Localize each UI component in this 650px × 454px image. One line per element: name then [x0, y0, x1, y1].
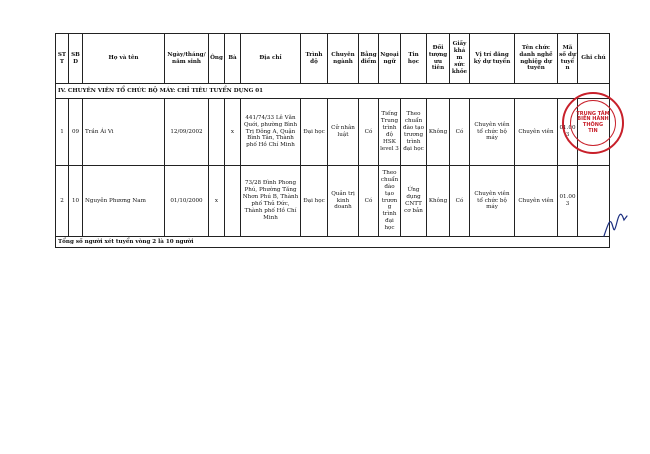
header-note: Ghi chú — [578, 34, 610, 84]
cell-language: Tiếng Trung trình độ HSK level 3 — [379, 99, 401, 166]
cell-priority: Không — [427, 99, 450, 166]
cell-health: Có — [450, 166, 470, 237]
cell-bonus: Có — [359, 99, 379, 166]
header-name: Họ và tên — [83, 34, 165, 84]
stamp-center — [570, 100, 616, 146]
cell-address: 441/74/33 Lê Văn Quới, phường Bình Trị Đông A, Quận Bình Tân, Thành phố Hồ Chí Minh — [241, 99, 301, 166]
cell-female: x — [225, 99, 241, 166]
stamp-line: TIN — [588, 127, 598, 134]
cell-priority: Không — [427, 166, 450, 237]
cell-title: Chuyên viên — [515, 166, 558, 237]
cell-stt: 1 — [56, 99, 69, 166]
header-priority: Đối tượng ưu tiên — [427, 34, 450, 84]
stamp-line: THÔNG — [582, 122, 604, 128]
header-address: Địa chỉ — [241, 34, 301, 84]
cell-dob: 12/09/2002 — [165, 99, 209, 166]
cell-title: Chuyên viên — [515, 99, 558, 166]
header-sbd: SBD — [69, 34, 83, 84]
cell-male — [209, 99, 225, 166]
header-female: Bà — [225, 34, 241, 84]
header-position: Vị trí đăng ký dự tuyển — [470, 34, 515, 84]
header-language: Ngoại ngữ — [379, 34, 401, 84]
cell-position: Chuyên viên tổ chức bộ máy — [470, 166, 515, 237]
header-health: Giấy khám sức khỏe — [450, 34, 470, 84]
summary-text: Tổng số người xét tuyển vòng 2 là 10 người — [56, 237, 610, 248]
section-row — [56, 84, 610, 99]
signature-mark — [600, 210, 630, 240]
cell-name: Nguyễn Phương Nam — [83, 166, 165, 237]
cell-it: Theo chuẩn đào tạo trương trình đại học — [401, 99, 427, 166]
header-code: Mã số dự tuyển — [558, 34, 578, 84]
stamp-line: TRUNG TÂM — [576, 110, 610, 117]
cell-name: Trần Ái Vi — [83, 99, 165, 166]
cell-female — [225, 166, 241, 237]
cell-code: 01.003 — [558, 166, 578, 237]
signature-stroke — [604, 214, 627, 236]
cell-sbd: 09 — [69, 99, 83, 166]
cell-address: 73/28 Đình Phong Phú, Phường Tăng Nhơn Phú B, Thành phố Thủ Đức, Thành phố Hồ Chí Minh — [241, 166, 301, 237]
header-level: Trình độ — [301, 34, 328, 84]
cell-dob: 01/10/2000 — [165, 166, 209, 237]
header-it: Tin học — [401, 34, 427, 84]
cell-male: x — [209, 166, 225, 237]
cell-code: 01.003 — [558, 99, 578, 166]
header-stt: STT — [56, 34, 69, 84]
header-bonus: Bằng điểm — [359, 34, 379, 84]
header-male: Ông — [209, 34, 225, 84]
cell-stt: 2 — [56, 166, 69, 237]
header-major: Chuyên ngành — [328, 34, 359, 84]
cell-major: Quản trị kinh doanh — [328, 166, 359, 237]
cell-level: Đại học — [301, 166, 328, 237]
cell-language: Theo chuẩn đào tạo trương trình đại học — [379, 166, 401, 237]
cell-it: Ứng dụng CNTT cơ bản — [401, 166, 427, 237]
candidate-table — [55, 33, 610, 248]
header-dob: Ngày/tháng/ năm sinh — [165, 34, 209, 84]
table-row — [56, 166, 610, 237]
table-row — [56, 99, 610, 166]
cell-level: Đại học — [301, 99, 328, 166]
header-title: Tên chức danh nghề nghiệp dự tuyển — [515, 34, 558, 84]
summary-row — [56, 237, 610, 248]
cell-sbd: 10 — [69, 166, 83, 237]
stamp-line: BIÊN HÀNH — [577, 116, 609, 123]
cell-health: Có — [450, 99, 470, 166]
cell-major: Cử nhân luật — [328, 99, 359, 166]
cell-position: Chuyên viên tổ chức bộ máy — [470, 99, 515, 166]
cell-bonus: Có — [359, 166, 379, 237]
official-stamp — [562, 92, 624, 154]
table-header-row — [56, 34, 610, 84]
section-title: IV. CHUYÊN VIÊN TỔ CHỨC BỘ MÁY: CHỈ TIÊU TUYỂN DỤNG 01 — [56, 84, 610, 99]
